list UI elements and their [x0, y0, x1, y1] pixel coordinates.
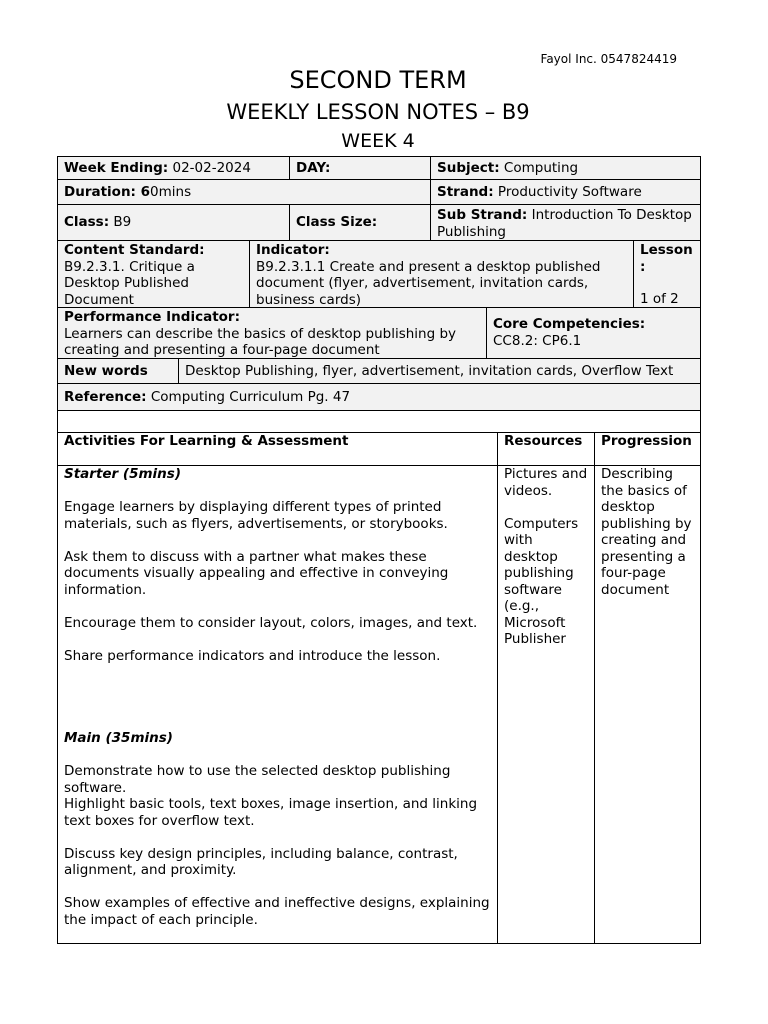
indicator-value: B9.2.3.1.1 Create and present a desktop published document (flyer, advertisement, invitation cards, business cards) [256, 258, 601, 308]
new-words-value-cell [178, 358, 701, 384]
week-ending-cell [57, 156, 290, 180]
page-subtitle: WEEKLY LESSON NOTES – B9 [226, 100, 530, 124]
main-paragraph-4: Show examples of effective and ineffective designs, explaining the impact of each principle. [64, 895, 490, 928]
content-standard-label: Content Standard: [64, 242, 205, 258]
resources-header-cell [497, 432, 595, 466]
class-cell [57, 204, 290, 241]
reference-label: Reference: [64, 388, 147, 405]
strand-value: Productivity Software [493, 183, 642, 200]
performance-indicator-value: Learners can describe the basics of desktop publishing by creating and presenting a four-page document [64, 325, 457, 358]
new-words-label: New words [64, 362, 148, 379]
content-standard-value: B9.2.3.1. Critique a Desktop Published Document [64, 258, 195, 308]
day-label: DAY: [296, 159, 331, 176]
new-words-label-cell [57, 358, 179, 384]
reference-cell [57, 383, 701, 411]
activities-header-cell [57, 432, 498, 466]
performance-indicator-cell [57, 307, 487, 359]
subject-cell [430, 156, 701, 180]
duration-cell [57, 179, 431, 205]
core-competencies-cell [486, 307, 701, 359]
reference-value: Computing Curriculum Pg. 47 [146, 388, 351, 405]
lesson-cell [633, 240, 701, 308]
week-heading: WEEK 4 [341, 130, 415, 152]
indicator-cell [249, 240, 634, 308]
class-size-label: Class Size: [296, 214, 378, 231]
strand-cell [430, 179, 701, 205]
class-size-cell [289, 204, 431, 241]
duration-label: Duration: 6 [64, 183, 151, 200]
performance-indicator-label: Performance Indicator: [64, 309, 240, 325]
subject-value: Computing [499, 159, 579, 176]
starter-paragraph-1: Engage learners by displaying different types of printed materials, such as flyers, advertisements, or storybooks. [64, 499, 448, 532]
main-paragraph-2: Highlight basic tools, text boxes, image insertion, and linking text boxes for overflow text. [64, 796, 478, 829]
starter-paragraph-2: Ask them to discuss with a partner what makes these documents visually appealing and effective in conveying information. [64, 548, 449, 598]
week-ending-label: Week Ending: [64, 159, 169, 176]
resources-body-cell [497, 465, 595, 944]
lesson-value: 1 of 2 [640, 291, 679, 307]
class-label: Class: [64, 214, 110, 231]
sub-strand-value: Introduction To Desktop Publishing [437, 207, 692, 240]
main-paragraph-3: Discuss key design principles, including balance, contrast, alignment, and proximity. [64, 845, 458, 878]
spacer-row [57, 410, 701, 433]
strand-label: Strand: [437, 183, 494, 200]
new-words-value: Desktop Publishing, flyer, advertisement, invitation cards, Overflow Text [185, 362, 674, 379]
progression-header: Progression [601, 433, 692, 449]
activities-header: Activities For Learning & Assessment [64, 433, 349, 449]
indicator-label: Indicator: [256, 242, 330, 258]
main-paragraph-1: Demonstrate how to use the selected desktop publishing software. [64, 763, 451, 796]
page-title: SECOND TERM [289, 66, 467, 94]
day-cell [289, 156, 431, 180]
content-standard-cell [57, 240, 250, 308]
starter-title: Starter (5mins) [64, 466, 181, 482]
main-title: Main (35mins) [64, 730, 173, 746]
core-competencies-value: CC8.2: CP6.1 [493, 332, 582, 349]
subject-label: Subject: [437, 159, 500, 176]
resources-paragraph-2: Computers with desktop publishing software (e.g., Microsoft Publisher [504, 515, 579, 647]
duration-value: 0mins [150, 183, 192, 200]
lesson-label: Lesson : [640, 242, 693, 275]
sub-strand-cell [430, 204, 701, 241]
week-ending-value: 02-02-2024 [168, 159, 251, 176]
class-value: B9 [109, 214, 132, 231]
contact-info: Fayol Inc. 0547824419 [540, 52, 677, 66]
progression-paragraph-1: Describing the basics of desktop publishing by creating and presenting a four-page document [601, 466, 692, 598]
activities-body-cell [57, 465, 498, 944]
starter-paragraph-3: Encourage them to consider layout, colors, images, and text. [64, 614, 478, 631]
sub-strand-label: Sub Strand: [437, 207, 528, 223]
core-competencies-label: Core Competencies: [493, 316, 646, 332]
starter-paragraph-4: Share performance indicators and introduce the lesson. [64, 647, 441, 664]
progression-body-cell [594, 465, 701, 944]
resources-paragraph-1: Pictures and videos. [504, 466, 588, 499]
resources-header: Resources [504, 433, 583, 449]
progression-header-cell [594, 432, 701, 466]
